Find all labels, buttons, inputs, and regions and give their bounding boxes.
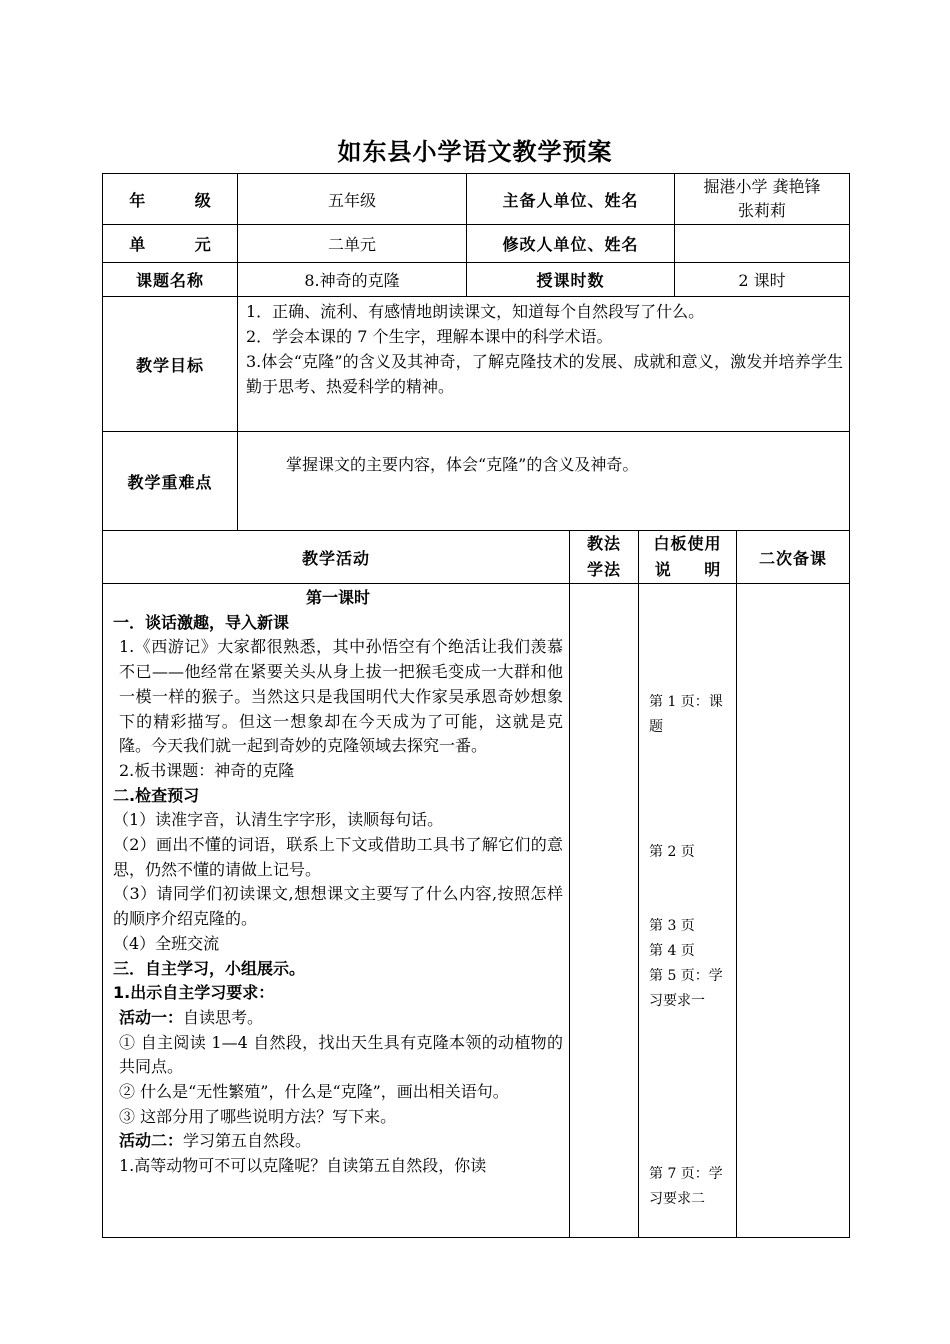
author-value-line1: 掘港小学 龚艳锋 — [703, 177, 821, 196]
paragraph: ③ 这部分用了哪些说明方法？写下来。 — [119, 1106, 397, 1126]
whiteboard-note — [649, 964, 734, 1013]
whiteboard-header-line2: 说 明 — [654, 560, 735, 579]
whiteboard-note: 第 4 页 — [649, 943, 695, 959]
whiteboard-notes — [639, 584, 737, 1238]
goal-item: 1．正确、流利、有感情地朗读课文，知道每个自然段写了什么。 — [246, 302, 705, 321]
section-heading: 一．谈话激趣，导入新课 — [113, 612, 290, 632]
whiteboard-note: 第 2 页 — [649, 844, 695, 860]
grade-label: 年 级 — [103, 174, 238, 225]
paragraph: ① 自主阅读 1—4 自然段，找出天生具有克隆本领的动植物的共同点。 — [119, 1032, 563, 1077]
goals-table — [102, 296, 850, 531]
activity-one-desc: 自读思考。 — [183, 1007, 264, 1027]
activity-two-title: 活动二： — [119, 1131, 184, 1151]
whiteboard-note — [649, 690, 734, 739]
keypoints-text: 掌握课文的主要内容，体会“克隆”的含义及神奇。 — [238, 432, 850, 531]
paragraph: （3）请同学们初读课文,想想课文主要写了什么内容,按照怎样的顺序介绍克隆的。 — [113, 884, 563, 929]
section-heading: 三．自主学习，小组展示。 — [113, 958, 306, 978]
hours-value: 2 课时 — [675, 263, 850, 297]
hours-label: 授课时数 — [467, 263, 675, 297]
author-value-line2: 张莉莉 — [737, 201, 786, 220]
activity-content — [103, 584, 570, 1238]
subsection-heading: 1.出示自主学习要求： — [113, 983, 275, 1003]
whiteboard-note-text: 习要求一 — [649, 992, 705, 1009]
second-prep-content — [737, 584, 850, 1238]
paragraph: 1.高等动物可不可以克隆呢？自读第五自然段，你读 — [119, 1156, 487, 1176]
whiteboard-note-text: 第 1 页：课 — [649, 694, 723, 710]
goal-item: 3.体会“克隆”的含义及其神奇，了解克隆技术的发展、成就和意义，激发并培养学生勤于思考、热爱科学的精神。 — [246, 352, 843, 396]
page-title: 如东县小学语文教学预案 — [337, 138, 613, 166]
author-value — [675, 174, 850, 225]
whiteboard-note: 第 3 页 — [649, 918, 695, 934]
paragraph: （4）全班交流 — [113, 933, 220, 953]
paragraph: （1）读准字音，认清生字字形，读顺每句话。 — [113, 810, 444, 830]
whiteboard-note-text: 习要求二 — [649, 1190, 705, 1207]
goal-item: 2．学会本课的 7 个生字，理解本课中的科学术语。 — [246, 327, 613, 346]
goals-label: 教学目标 — [103, 297, 238, 432]
second-prep-header: 二次备课 — [737, 531, 850, 584]
topic-value: 8.神奇的克隆 — [238, 263, 467, 297]
method-content — [570, 584, 639, 1238]
whiteboard-header — [639, 531, 737, 584]
author-label: 主备人单位、姓名 — [467, 174, 675, 225]
reviser-value — [675, 225, 850, 263]
method-header-line1: 教法 — [586, 534, 621, 553]
section-heading: 二.检查预习 — [113, 785, 200, 805]
goals-content — [238, 297, 850, 432]
lesson-info-table — [102, 173, 850, 297]
unit-value: 二单元 — [238, 225, 467, 263]
reviser-label: 修改人单位、姓名 — [467, 225, 675, 263]
method-header-line2: 学法 — [586, 560, 621, 579]
paragraph: ② 什么是“无性繁殖”，什么是“克隆”，画出相关语句。 — [119, 1082, 509, 1102]
grade-value: 五年级 — [238, 174, 467, 225]
activity-header: 教学活动 — [103, 531, 570, 584]
lesson-heading: 第一课时 — [305, 588, 370, 607]
activity-two — [113, 1129, 563, 1154]
whiteboard-note-text: 第 5 页：学 — [649, 968, 723, 984]
keypoints-label: 教学重难点 — [103, 432, 238, 531]
activity-table — [102, 530, 850, 1238]
unit-label: 单 元 — [103, 225, 238, 263]
whiteboard-note-text: 题 — [649, 718, 663, 735]
activity-two-desc: 学习第五自然段。 — [183, 1131, 312, 1151]
whiteboard-note — [649, 1162, 734, 1211]
whiteboard-note-text: 第 7 页：学 — [649, 1166, 723, 1182]
paragraph: 2.板书课题：神奇的克隆 — [119, 760, 295, 780]
topic-label: 课题名称 — [103, 263, 238, 297]
activity-one-title: 活动一： — [119, 1007, 184, 1027]
whiteboard-header-line1: 白板使用 — [653, 534, 722, 553]
method-header — [570, 531, 639, 584]
activity-one — [113, 1006, 563, 1031]
paragraph: （2）画出不懂的词语，联系上下文或借助工具书了解它们的意思，仍然不懂的请做上记号。 — [113, 835, 563, 879]
paragraph: 1.《西游记》大家都很熟悉，其中孙悟空有个绝活让我们羡慕不已——他经常在紧要关头从身上拔一把猴毛变成一大群和他一模一样的猴子。当然这只是我国明代大作家吴承恩奇妙想象下的精彩描写。但这一想象却在今天成为了可能，这就是克隆。今天我们就一起到奇妙的克隆领域去探究一番。 — [119, 637, 563, 756]
